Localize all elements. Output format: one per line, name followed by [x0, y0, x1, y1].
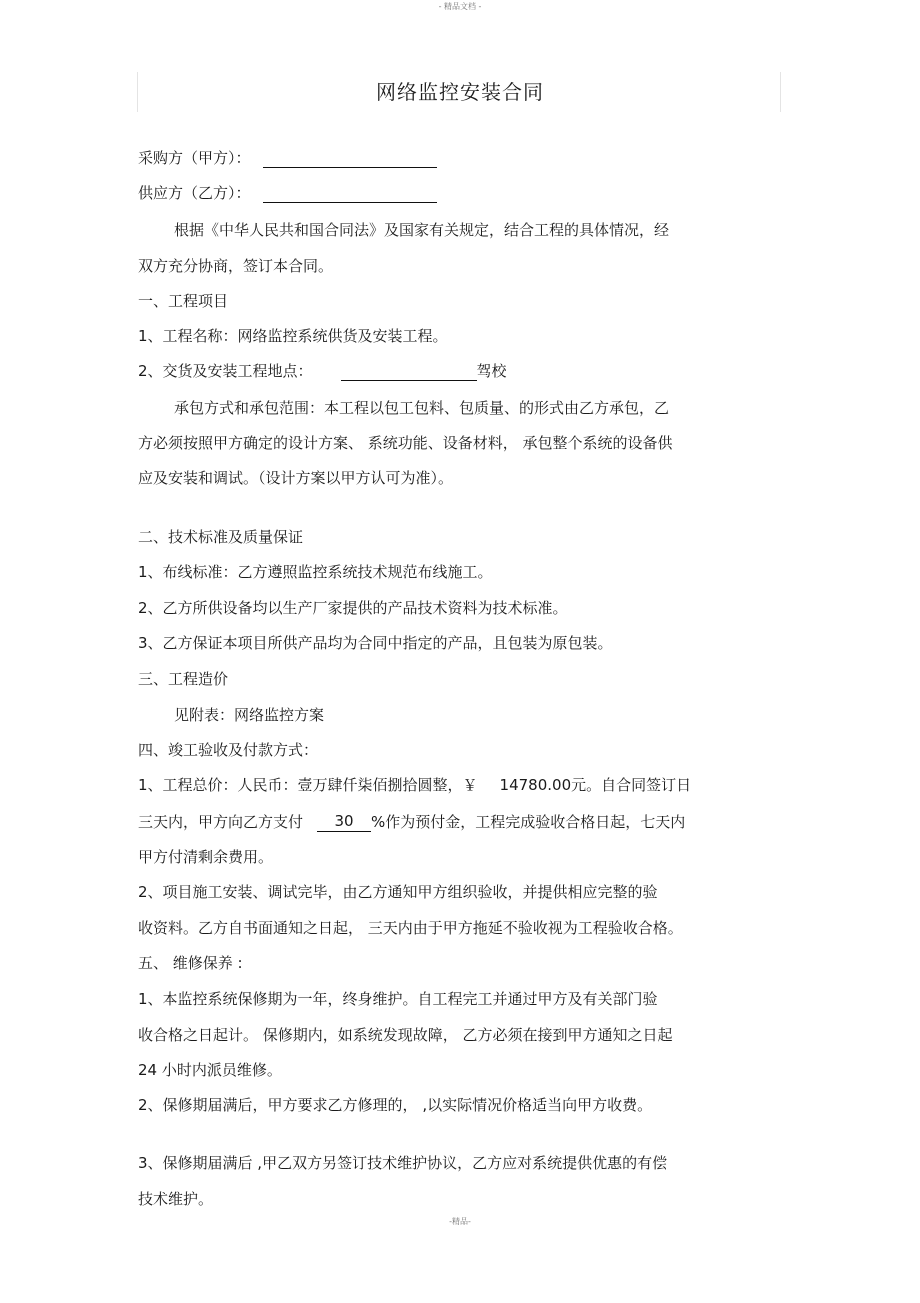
supplier-line — [138, 183, 437, 203]
section5-item1-line-3: 24 小时内派员维修。 — [138, 1061, 282, 1079]
total-price-label: 1、工程总价：人民币：壹万肆仟柒佰捌拾圆整，￥ — [138, 776, 478, 794]
total-amount: 14780.00 — [499, 776, 572, 794]
page-footer-note: -精品- — [449, 1217, 471, 1226]
intro-line-2: 双方充分协商，签订本合同。 — [138, 257, 334, 275]
document-title: 网络监控安装合同 — [376, 80, 544, 104]
supplier-blank — [263, 184, 437, 203]
section1-para-line-2: 方必须按照甲方确定的设计方案、 系统功能、设备材料， 承包整个系统的设备供 — [138, 434, 673, 452]
section4-heading: 四、竣工验收及付款方式： — [138, 741, 319, 759]
section1-para-line-1: 承包方式和承包范围：本工程以包工包料、包质量、的形式由乙方承包，乙 — [174, 399, 670, 417]
section5-item1-line-2: 收合格之日起计。 保修期内，如系统发现故障， 乙方必须在接到甲方通知之日起 — [138, 1026, 673, 1044]
section4-item1-line-1 — [138, 775, 691, 795]
section5-item3-line-2: 技术维护。 — [138, 1190, 214, 1208]
buyer-blank — [263, 149, 437, 168]
section2-heading: 二、技术标准及质量保证 — [138, 528, 304, 546]
section1-item1: 1、工程名称：网络监控系统供货及安装工程。 — [138, 327, 448, 345]
section2-item3: 3、乙方保证本项目所供产品均为合同中指定的产品，且包装为原包装。 — [138, 634, 613, 652]
buyer-line — [138, 148, 437, 168]
supplier-label: 供应方（乙方）： — [138, 184, 251, 202]
section4-item2-line-2: 收资料。乙方自书面通知之日起， 三天内由于甲方拖延不验收视为工程验收合格。 — [138, 919, 683, 937]
section5-item3-line-1: 3、保修期届满后 ,甲乙双方另签订技术维护协议，乙方应对系统提供优惠的有偿 — [138, 1154, 668, 1172]
page-header-note: - 精品文档 - — [438, 2, 482, 11]
buyer-label: 采购方（甲方）： — [138, 149, 251, 167]
advance-label: 三天内，甲方向乙方支付 — [138, 813, 304, 831]
location-suffix: 驾校 — [476, 362, 507, 380]
location-label: 2、交货及安装工程地点： — [138, 362, 313, 380]
intro-line-1: 根据《中华人民共和国合同法》及国家有关规定，结合工程的具体情况，经 — [174, 221, 670, 239]
section5-item2: 2、保修期届满后，甲方要求乙方修理的， ,以实际情况价格适当向甲方收费。 — [138, 1096, 653, 1114]
section1-heading: 一、工程项目 — [138, 292, 229, 310]
total-price-suffix: 元。自合同签订日 — [571, 776, 692, 794]
section4-item2-line-1: 2、项目施工安装、调试完毕，由乙方通知甲方组织验收，并提供相应完整的验 — [138, 883, 658, 901]
section3-line: 见附表：网络监控方案 — [174, 706, 325, 724]
section4-item1-line-3: 甲方付清剩余费用。 — [138, 848, 274, 866]
section3-heading: 三、工程造价 — [138, 670, 229, 688]
section5-item1-line-1: 1、本监控系统保修期为一年，终身维护。自工程完工并通过甲方及有关部门验 — [138, 990, 658, 1008]
section2-item1: 1、布线标准：乙方遵照监控系统技术规范布线施工。 — [138, 563, 493, 581]
location-blank — [341, 362, 477, 381]
advance-percent: 30 — [317, 811, 371, 832]
section1-para-line-3: 应及安装和调试。（设计方案以甲方认可为准）。 — [138, 469, 454, 487]
section5-heading: 五、 维修保养 : — [138, 954, 243, 972]
section2-item2: 2、乙方所供设备均以生产厂家提供的产品技术资料为技术标准。 — [138, 599, 568, 617]
section4-item1-line-2 — [138, 811, 685, 832]
section1-item2 — [138, 361, 507, 381]
advance-suffix: %作为预付金，工程完成验收合格日起，七天内 — [371, 813, 686, 831]
